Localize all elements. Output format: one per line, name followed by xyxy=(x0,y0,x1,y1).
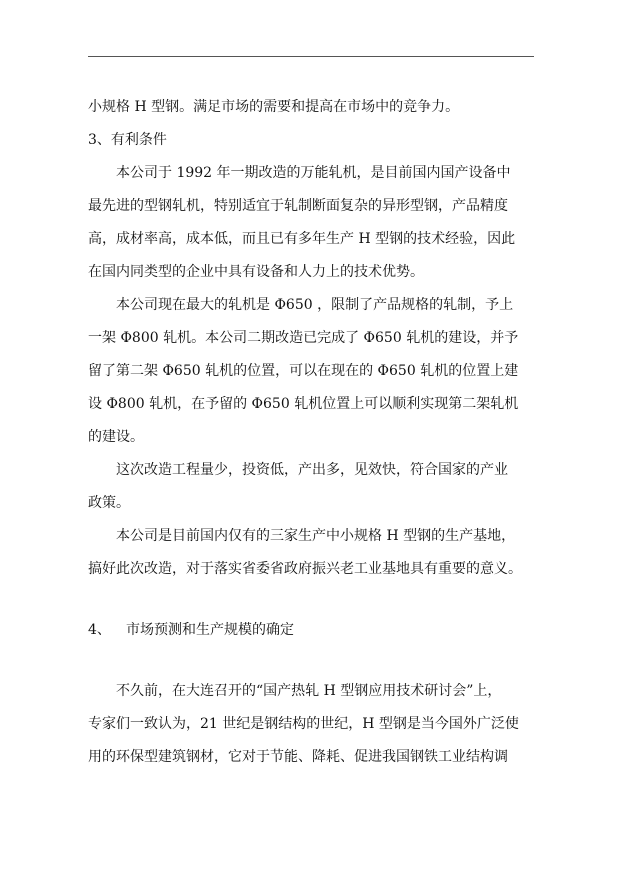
paragraph-gap xyxy=(88,586,540,614)
section-heading-4 xyxy=(88,614,540,647)
text-line: 在国内同类型的企业中具有设备和人力上的技术优势。 xyxy=(88,264,424,280)
text-line: 本公司于 1992 年一期改造的万能轧机，是目前国内国产设备中 xyxy=(116,165,511,181)
paragraph-policy xyxy=(88,454,540,520)
text-line: 政策。 xyxy=(88,495,130,511)
text-line: 的建设。 xyxy=(88,429,144,445)
text-line: 本公司现在最大的轧机是 Φ650 ，限制了产品规格的轧制，予上 xyxy=(116,297,514,313)
paragraph-mill xyxy=(88,289,540,454)
text-line: 用的环保型建筑钢材，它对于节能、降耗、促进我国钢铁工业结构调 xyxy=(88,749,508,765)
text-line: 一架 Φ800 轧机。本公司二期改造已完成了 Φ650 轧机的建设，并予 xyxy=(88,330,519,346)
paragraph-market xyxy=(88,675,540,774)
header-rule xyxy=(88,56,534,57)
text-line: 搞好此次改造，对于落实省委省政府振兴老工业基地具有重要的意义。 xyxy=(88,561,522,577)
text-line: 设 Φ800 轧机，在予留的 Φ650 轧机位置上可以顺利实现第二架轧机 xyxy=(88,396,519,412)
paragraph-gap xyxy=(88,647,540,675)
text-line: 高，成材率高，成本低，而且已有多年生产 H 型钢的技术经验，因此 xyxy=(88,231,516,247)
section-title: 市场预测和生产规模的确定 xyxy=(126,622,294,638)
text-line: 这次改造工程量少，投资低，产出多，见效快，符合国家的产业 xyxy=(116,462,508,478)
document-body xyxy=(88,91,540,774)
text-line: 最先进的型钢轧机，特别适宜于轧制断面复杂的异形型钢，产品精度 xyxy=(88,198,508,214)
section-heading-3: 3、有利条件 xyxy=(88,132,167,148)
text-line: 不久前，在大连召开的“国产热轧 H 型钢应用技术研讨会”上， xyxy=(116,683,502,699)
text-line: 留了第二架 Φ650 轧机的位置，可以在现在的 Φ650 轧机的位置上建 xyxy=(88,363,519,379)
section-number: 4、 xyxy=(88,622,111,638)
text-line: 小规格 H 型钢。满足市场的需要和提高在市场中的竞争力。 xyxy=(88,99,460,115)
paragraph-base xyxy=(88,520,540,586)
text-line: 本公司是目前国内仅有的三家生产中小规格 H 型钢的生产基地， xyxy=(116,528,516,544)
paragraph-advantages xyxy=(88,157,540,289)
text-line: 专家们一致认为，21 世纪是钢结构的世纪，H 型钢是当今国外广泛使 xyxy=(88,716,519,732)
